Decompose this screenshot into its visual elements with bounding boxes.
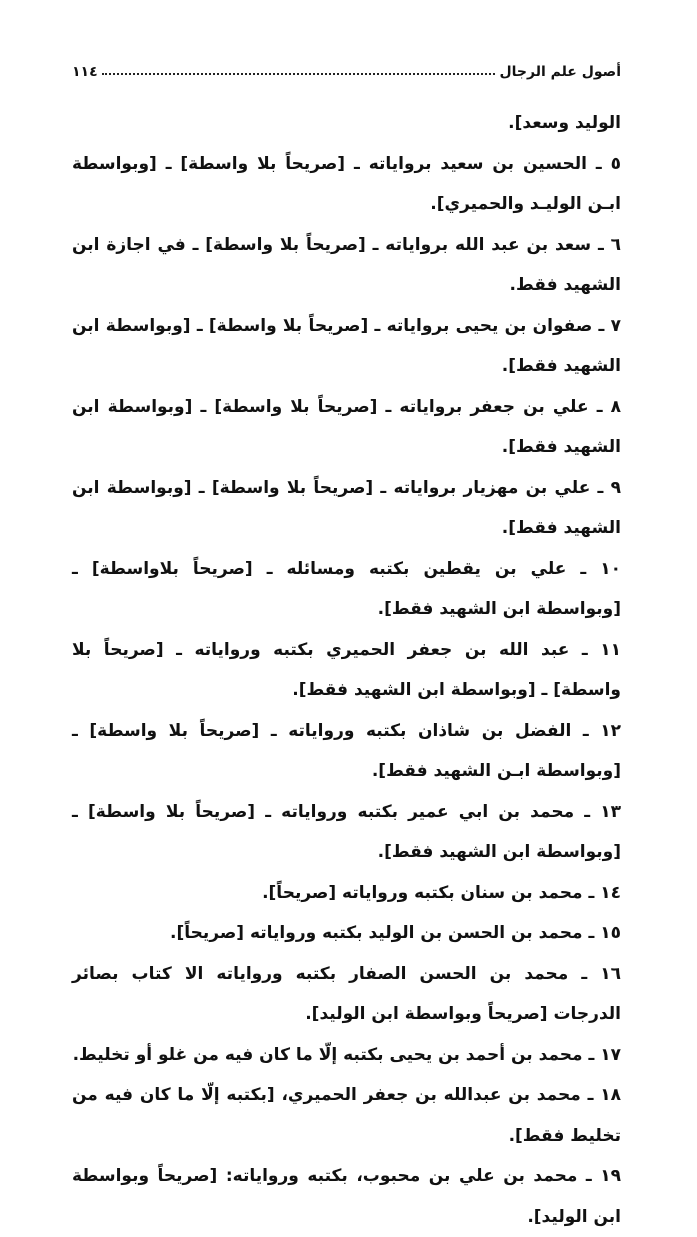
- list-item-12: ١٢ ـ الفضل بن شاذان بكتبه ورواياته ـ [صريحاً بلا واسطة] ـ [وبواسطة ابـن الشهيد فقط].: [72, 720, 621, 781]
- list-item-11: ١١ ـ عبد الله بن جعفر الحميري بكتبه ورواياته ـ [صريحاً بلا واسطة] ـ [وبواسطة ابن الشهيد فقط].: [72, 639, 621, 700]
- list-item-13: ١٣ ـ محمد بن ابي عمير بكتبه ورواياته ـ [صريحاً بلا واسطة] ـ [وبواسطة ابن الشهيد فقط].: [72, 801, 621, 862]
- list-item-15: ١٥ ـ محمد بن الحسن بن الوليد بكتبه ورواياته [صريحاً].: [170, 923, 621, 943]
- list-item-8: ٨ ـ علي بن جعفر برواياته ـ [صريحاً بلا واسطة] ـ [وبواسطة ابن الشهيد فقط].: [72, 396, 621, 457]
- header-dot-leader: [102, 72, 496, 75]
- running-header: [72, 56, 621, 80]
- list-item-17: ١٧ ـ محمد بن أحمد بن يحيى بكتبه إلّا ما كان فيه من غلو أو تخليط.: [72, 1044, 621, 1065]
- list-item-7: ٧ ـ صفوان بن يحيى برواياته ـ [صريحاً بلا واسطة] ـ [وبواسطة ابن الشهيد فقط].: [72, 315, 621, 376]
- book-title: أصول علم الرجال: [499, 64, 621, 80]
- page-number: ١١٤: [72, 64, 98, 80]
- list-item-9: ٩ ـ علي بن مهزيار برواياته ـ [صريحاً بلا واسطة] ـ [وبواسطة ابن الشهيد فقط].: [72, 477, 621, 538]
- list-item-5: ٥ ـ الحسين بن سعيد برواياته ـ [صريحاً بلا واسطة] ـ [وبواسطة ابـن الوليـد والحميري].: [72, 153, 621, 214]
- page-body: [72, 103, 621, 1237]
- list-item-16: ١٦ ـ محمد بن الحسن الصفار بكتبه ورواياته الا كتاب بصائر الدرجات [صريحاً وبواسطة ابن الوليد].: [72, 963, 621, 1024]
- paragraph-continuation: الوليد وسعد].: [508, 113, 621, 133]
- list-item-19: ١٩ ـ محمد بن علي بن محبوب، بكتبه ورواياته: [صريحاً وبواسطة ابن الوليد].: [72, 1166, 621, 1227]
- list-item-10: ١٠ ـ علي بن يقطين بكتبه ومسائله ـ [صريحاً بلاواسطة] ـ [وبواسطة ابن الشهيد فقط].: [72, 558, 621, 619]
- list-item-6: ٦ ـ سعد بن عبد الله برواياته ـ [صريحاً بلا واسطة] ـ في اجازة ابن الشهيد فقط.: [72, 234, 621, 295]
- list-item-14: ١٤ ـ محمد بن سنان بكتبه ورواياته [صريحاً].: [262, 882, 621, 903]
- list-item-18: ١٨ ـ محمد بن عبدالله بن جعفر الحميري، [بكتبه إلّا ما كان فيه من تخليط فقط].: [72, 1085, 621, 1146]
